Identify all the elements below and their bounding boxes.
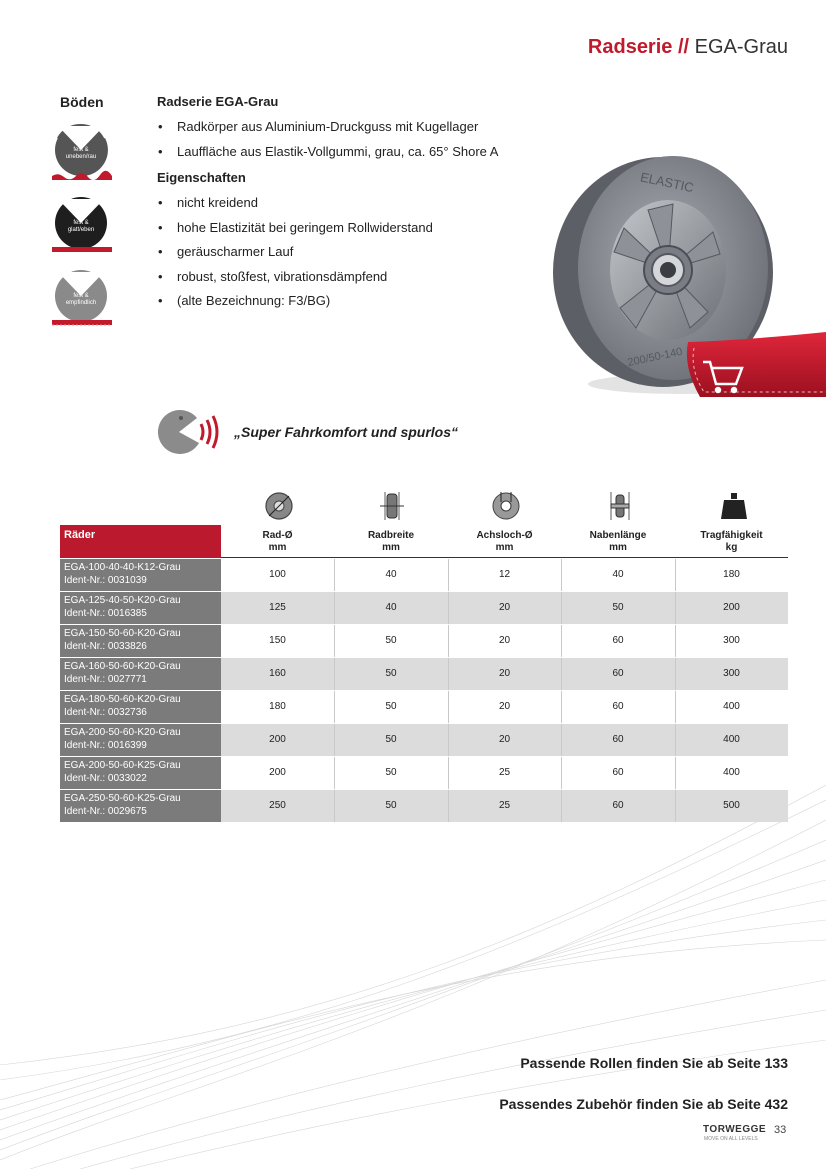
floor-2-line2: glatt/eben [67, 227, 95, 233]
column-separator [675, 625, 676, 657]
table-cell: 50 [385, 701, 397, 712]
column-header-unit: mm [268, 542, 287, 553]
column-header-rad-width [334, 530, 448, 554]
column-header-label: Rad-Ø [262, 530, 293, 541]
column-header-label: Achsloch-Ø [476, 530, 533, 541]
floor-uneven-icon [50, 120, 112, 186]
property-item: • robust, stoßfest, vibrationsdämpfend [157, 265, 517, 290]
table-cell: 40 [612, 569, 624, 580]
table-cell: 60 [612, 767, 624, 778]
column-header-label: Radbreite [367, 530, 415, 541]
table-cell: 200 [723, 602, 740, 613]
ident-number: Ident-Nr.: 0033826 [64, 640, 147, 652]
table-cell: 100 [269, 569, 286, 580]
features-list [157, 115, 517, 164]
header-divider [221, 557, 788, 558]
column-separator [334, 592, 335, 624]
ident-number: Ident-Nr.: 0029675 [64, 805, 147, 817]
wheel-width-icon [376, 490, 408, 522]
series-label: Radserie // [587, 36, 690, 58]
table-row [60, 757, 788, 789]
table-cell: 400 [723, 767, 740, 778]
floors-title: Böden [60, 94, 104, 110]
column-header-unit: mm [609, 542, 627, 553]
table-cell: 50 [385, 635, 397, 646]
properties-list [157, 191, 517, 314]
column-header-rad-diameter [221, 530, 334, 554]
reference-zubehoer: Passendes Zubehör finden Sie ab Seite 432 [499, 1096, 788, 1112]
table-cell: 60 [612, 800, 624, 811]
table-cell: 400 [723, 734, 740, 745]
table-row [60, 790, 788, 822]
ident-number: Ident-Nr.: 0033022 [64, 772, 147, 784]
table-cell: 160 [269, 668, 286, 679]
silent-wheel-icon [155, 408, 220, 456]
property-item: • (alte Bezeichnung: F3/BG) [157, 289, 517, 314]
column-separator [561, 658, 562, 690]
article-name: EGA-160-50-60-K20-Grau [64, 661, 181, 672]
table-cell: 60 [612, 701, 624, 712]
table-cell: 500 [723, 800, 740, 811]
table-cell: 25 [498, 800, 511, 811]
property-item: • hohe Elastizität bei geringem Rollwiderstand [157, 216, 517, 241]
column-separator [675, 757, 676, 789]
column-separator [334, 559, 335, 591]
floor-1-line1: fest & [73, 147, 89, 153]
column-separator [448, 658, 449, 690]
column-header-unit: mm [495, 542, 514, 553]
column-separator [448, 790, 449, 822]
article-name: EGA-180-50-60-K20-Grau [64, 694, 181, 705]
column-separator [448, 724, 449, 756]
row-cells [221, 592, 788, 624]
table-cell: 20 [498, 734, 511, 745]
table-cell: 50 [385, 767, 397, 778]
table-cell: 60 [612, 635, 624, 646]
row-label [60, 724, 221, 756]
property-item: • nicht kreidend [157, 191, 517, 216]
table-row [60, 691, 788, 723]
article-name: EGA-125-40-50-K20-Grau [64, 595, 181, 606]
column-separator [561, 724, 562, 756]
table-row [60, 658, 788, 690]
column-separator [448, 559, 449, 591]
table-cell: 40 [385, 569, 397, 580]
page-number: 33 [774, 1124, 787, 1136]
article-name: EGA-100-40-40-K12-Grau [64, 562, 181, 573]
column-header-label: Tragfähigkeit [700, 530, 763, 541]
table-cell: 60 [612, 734, 624, 745]
table-cell: 40 [385, 602, 397, 613]
row-label [60, 625, 221, 657]
column-separator [675, 691, 676, 723]
floor-3-line1: fest & [73, 293, 89, 299]
column-header-label: Nabenlänge [589, 530, 647, 541]
column-header-unit: kg [725, 542, 738, 553]
table-row [60, 592, 788, 624]
table-cell: 50 [385, 800, 397, 811]
ident-number: Ident-Nr.: 0016399 [64, 739, 147, 751]
ident-number: Ident-Nr.: 0031039 [64, 574, 147, 586]
table-row [60, 724, 788, 756]
column-separator [561, 691, 562, 723]
properties-title: Eigenschaften [157, 170, 246, 185]
axle-hole-icon [490, 490, 522, 522]
table-cell: 180 [269, 701, 286, 712]
row-cells [221, 724, 788, 756]
table-cell: 200 [269, 767, 286, 778]
wheel-diameter-icon [263, 490, 295, 522]
table-row [60, 625, 788, 657]
wheel-product-image [548, 152, 826, 412]
table-header [60, 525, 788, 558]
row-label [60, 757, 221, 789]
ident-number: Ident-Nr.: 0016385 [64, 607, 147, 619]
ident-number: Ident-Nr.: 0027771 [64, 673, 147, 685]
table-cell: 60 [612, 668, 624, 679]
article-name: EGA-250-50-60-K25-Grau [64, 793, 181, 804]
row-label [60, 559, 221, 591]
hub-length-icon [604, 490, 636, 522]
series-name: EGA-Grau [694, 36, 788, 58]
column-separator [448, 592, 449, 624]
tire-text-bottom: 200/50-140 [626, 345, 684, 370]
table-cell: 300 [723, 668, 740, 679]
floor-3-line2: empfindlich [65, 300, 97, 306]
row-label [60, 691, 221, 723]
feature-item: • Lauffläche aus Elastik-Vollgummi, grau, ca. 65° Shore A [157, 140, 517, 165]
slogan-text: „Super Fahrkomfort und spurlos“ [234, 424, 459, 440]
column-separator [334, 658, 335, 690]
table-cell: 20 [498, 602, 511, 613]
row-cells [221, 757, 788, 789]
row-cells [221, 691, 788, 723]
floor-sensitive-icon [50, 266, 112, 332]
column-separator [561, 790, 562, 822]
column-header-unit: mm [382, 542, 400, 553]
article-name: EGA-150-50-60-K20-Grau [64, 628, 181, 639]
floor-1-line2: uneben/rau [65, 154, 97, 160]
column-separator [675, 790, 676, 822]
column-separator [561, 625, 562, 657]
column-separator [448, 625, 449, 657]
brand-tagline: MOVE ON ALL LEVELS [704, 1136, 758, 1142]
column-separator [334, 625, 335, 657]
column-separator [334, 757, 335, 789]
tire-text: ELASTIC [638, 169, 696, 196]
description-title: Radserie EGA-Grau [157, 94, 279, 109]
row-label [60, 658, 221, 690]
property-item: • geräuscharmer Lauf [157, 240, 517, 265]
ident-number: Ident-Nr.: 0032736 [64, 706, 147, 718]
table-cell: 20 [498, 668, 511, 679]
table-cell: 50 [385, 734, 397, 745]
column-separator [561, 757, 562, 789]
table-cell: 20 [498, 635, 511, 646]
table-cell: 200 [269, 734, 286, 745]
column-separator [334, 724, 335, 756]
column-header-hub-length [561, 530, 675, 554]
column-separator [334, 691, 335, 723]
weight-icon [718, 490, 750, 522]
column-header-axle-hole [448, 530, 561, 554]
column-separator [334, 790, 335, 822]
column-separator [561, 559, 562, 591]
article-name: EGA-200-50-60-K20-Grau [64, 727, 181, 738]
column-separator [675, 724, 676, 756]
table-label: Räder [60, 525, 221, 558]
table-cell: 400 [723, 701, 740, 712]
table-cell: 300 [723, 635, 740, 646]
column-separator [448, 691, 449, 723]
table-cell: 50 [612, 602, 624, 613]
table-cell: 150 [269, 635, 286, 646]
column-separator [675, 559, 676, 591]
page-header [588, 36, 788, 59]
brand-logo: TORWEGGE [703, 1124, 767, 1135]
row-label [60, 592, 221, 624]
article-name: EGA-200-50-60-K25-Grau [64, 760, 181, 771]
table-cell: 250 [269, 800, 286, 811]
column-separator [675, 592, 676, 624]
row-label [60, 790, 221, 822]
reference-rollen: Passende Rollen finden Sie ab Seite 133 [520, 1055, 788, 1071]
product-description [157, 94, 517, 320]
column-separator [675, 658, 676, 690]
row-cells [221, 625, 788, 657]
table-cell: 180 [723, 569, 740, 580]
table-cell: 125 [269, 602, 286, 613]
row-cells [221, 559, 788, 591]
table-row [60, 559, 788, 591]
table-cell: 12 [498, 569, 511, 580]
table-body [60, 559, 788, 823]
row-cells [221, 790, 788, 822]
column-separator [561, 592, 562, 624]
table-cell: 20 [498, 701, 511, 712]
floor-2-line1: fest & [73, 220, 89, 226]
column-separator [448, 757, 449, 789]
feature-item: • Radkörper aus Aluminium-Druckguss mit Kugellager [157, 115, 517, 140]
table-cell: 50 [385, 668, 397, 679]
column-header-load-capacity [675, 530, 788, 554]
row-cells [221, 658, 788, 690]
table-cell: 25 [498, 767, 511, 778]
floor-smooth-icon [50, 193, 112, 259]
